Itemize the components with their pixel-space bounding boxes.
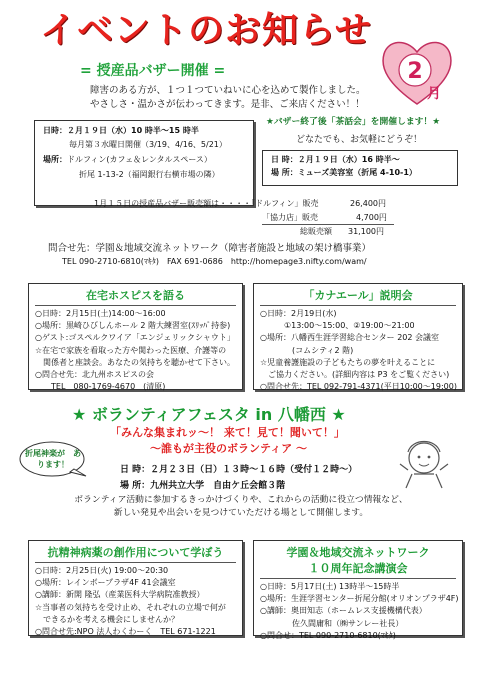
canael-line: ご協力ください。(詳細内容は P3 をご覧ください) <box>260 370 450 380</box>
canael-box <box>253 283 463 390</box>
sales-total-label: 総販売額 <box>300 227 332 236</box>
seishin-line: ○問合せ先:NPO 法人わくわーく TEL 671-1221 <box>35 627 216 637</box>
intro-text <box>90 84 366 112</box>
place-value: ドルフィン(カフェ＆レンタルスペース） <box>67 155 212 165</box>
canael-title: 「カナエール」説明会 <box>303 289 413 302</box>
festa-title: ★ ボランティアフェスタ in 八幡西 ★ <box>72 405 346 424</box>
anniversary-line: ○日時：5月17日(土) 13時半～15時半 <box>260 582 400 591</box>
festa-description <box>56 494 426 520</box>
hospice-line: ○場所：黒崎ひびしんホール 2 階大練習室(ｽﾘｯﾊﾟ持参) <box>35 321 231 331</box>
hospice-line: ☆在宅で家族を看取った方や関わった医療、介護等の <box>35 345 227 355</box>
canael-line: ☆児童養護施設の子どもたちの夢を叶えることに <box>260 357 436 367</box>
canael-line: ○場所：八幡西生涯学習総合センター 202 会議室 <box>260 333 440 343</box>
anniversary-subtitle: １０周年記念講演会 <box>308 562 408 575</box>
tea-party-headline: ★バザー終了後「茶話会」を開催します！★ <box>266 117 441 127</box>
anniversary-line: ○場所：生涯学習センター折尾分館(オリオンプラザ4F) <box>260 594 459 604</box>
sales-kyoryoku-label: 「協力店」販売 <box>262 213 318 222</box>
hospice-line: TEL 080-1769-4670 (清原) <box>35 382 166 392</box>
place-label: 場所： <box>43 155 67 165</box>
place-value: ミューズ美容室（折尾 4-10-1） <box>297 168 417 178</box>
festa-catch-sub: ～誰もが主役のボランティア ～ <box>150 442 307 455</box>
anniversary-line: 佐久間庸和（㈱サンレー社長） <box>260 618 404 628</box>
hospice-line: ○ゲスト:ゴスペルクワイア「エンジェリックシャウト」 <box>35 333 235 343</box>
place-label: 場 所： <box>271 168 298 178</box>
contact-detail: TEL 090-2710-6810(ﾏｷﾀ) FAX 691-0686 http://homepage3.nifty.com/wam/ <box>62 257 367 266</box>
anniversary-line: ○講師：奥田知志（ホームレス支援機構代表） <box>260 606 427 616</box>
anniversary-box <box>253 540 463 640</box>
contact-label: 問合せ先：学園＆地域交流ネットワーク（障害者施設と地域の架け橋事業） <box>48 243 372 254</box>
bazaar-subtitle: = 授産品バザー開催 = <box>80 63 226 79</box>
sales-intro: 1月１５日の授産品バザー販売額は・・・・「ドルフィン」販売 <box>94 199 319 208</box>
intro-line: やさしさ・温かさが伝わってきます。是非、ご来店ください！！ <box>90 99 365 110</box>
seishin-box <box>28 540 243 636</box>
month-unit: 月 <box>427 86 441 102</box>
festa-desc-line: 新しい発見や出会いを見つけていただける場として開催します。 <box>113 508 369 518</box>
anniversary-line: ○問合せ：TEL 090-2710-6810(ﾏｷﾀ) <box>260 630 396 640</box>
canael-line: ①13:00～15:00、②19:00～21:00 <box>260 321 415 331</box>
seishin-line: ○講師：新開 隆弘（産業医科大学病院准教授） <box>35 590 205 600</box>
festa-date-label: 日 時： <box>120 465 151 475</box>
section-divider <box>260 305 456 306</box>
canael-line: ○問合せ先：TEL 092-791-4371(平日10:00～19:00) <box>260 382 457 392</box>
bazaar-info-box <box>34 120 254 206</box>
hospice-box <box>28 283 243 390</box>
kagura-illustration <box>394 434 454 490</box>
festa-catch: 「みんな集まれッ～！ 来て！見て！聞いて！」 <box>110 426 345 439</box>
seishin-line: ○場所：レインボープラザ4F 41会議室 <box>35 578 176 588</box>
page-title: イベントのお知らせ <box>40 10 372 51</box>
date-label: 日 時： <box>271 155 298 164</box>
section-divider <box>260 578 456 579</box>
date-value: ２月１９日（水）16 時半～ <box>297 155 400 164</box>
date-value: ２月１９日（水）10 時半～15 時半 <box>67 126 199 135</box>
sales-dolphin-amount: 26,400円 <box>350 199 386 208</box>
date-label: 日時： <box>43 126 67 135</box>
anniversary-title: 学園＆地域交流ネットワーク <box>286 546 430 559</box>
section-divider <box>35 305 236 306</box>
seishin-line: ☆当事者の気持ちを受け止め、それぞれの立場で何が <box>35 602 226 612</box>
intro-line: 障害のある方が、１つ１つていねいに心を込めて製作しました。 <box>90 85 366 96</box>
hospice-line: ○日時：2月15日(土)14:00～16:00 <box>35 309 166 318</box>
speech-bubble-text: 折尾神楽が あります！ <box>25 449 81 469</box>
sales-total-amount: 31,100円 <box>348 227 384 236</box>
canael-line: ○日時：2月19日(水) <box>260 309 337 318</box>
seishin-line: ○日時：2月25日(火) 19:00～20:30 <box>35 566 169 575</box>
seishin-title: 抗精神病薬の創作用について学ぼう <box>47 546 224 559</box>
tea-party-box <box>262 150 458 186</box>
sales-kyoryoku-amount: 4,700円 <box>356 213 387 222</box>
hospice-line: 関係者と座談会。あなたの気持ちを聴かせて下さい。 <box>35 357 235 367</box>
address: 折尾 1-13-2（福岡銀行右横市場の隣） <box>79 169 220 179</box>
tea-party-invite: どなたでも、お気軽にどうぞ！ <box>296 135 423 145</box>
festa-desc-line: ボランティア活動に参加するきっかけづくりや、これからの活動に役立つ情報など、 <box>74 495 408 505</box>
hospice-line: ○問合せ先：北九州ホスピスの会 <box>35 370 154 380</box>
festa-date-value: ２月２３日（日）１３時～１６時（受付１２時～） <box>150 465 358 475</box>
canael-line: (コムシティ2 階) <box>260 345 354 355</box>
section-divider <box>35 562 236 563</box>
month-number: 2 <box>407 59 423 84</box>
schedule-note: 毎月第３水曜日開催（3/19、4/16、5/21） <box>69 140 227 150</box>
sales-divider <box>262 224 394 225</box>
festa-place-value: 九州共立大学 自由ケ丘会館３階 <box>150 481 286 491</box>
heart-month-badge <box>378 34 456 110</box>
seishin-line: できるかを考える機会にしませんか？ <box>35 614 179 624</box>
hospice-title: 在宅ホスピスを語る <box>86 289 185 302</box>
festa-place-label: 場 所： <box>120 481 151 491</box>
